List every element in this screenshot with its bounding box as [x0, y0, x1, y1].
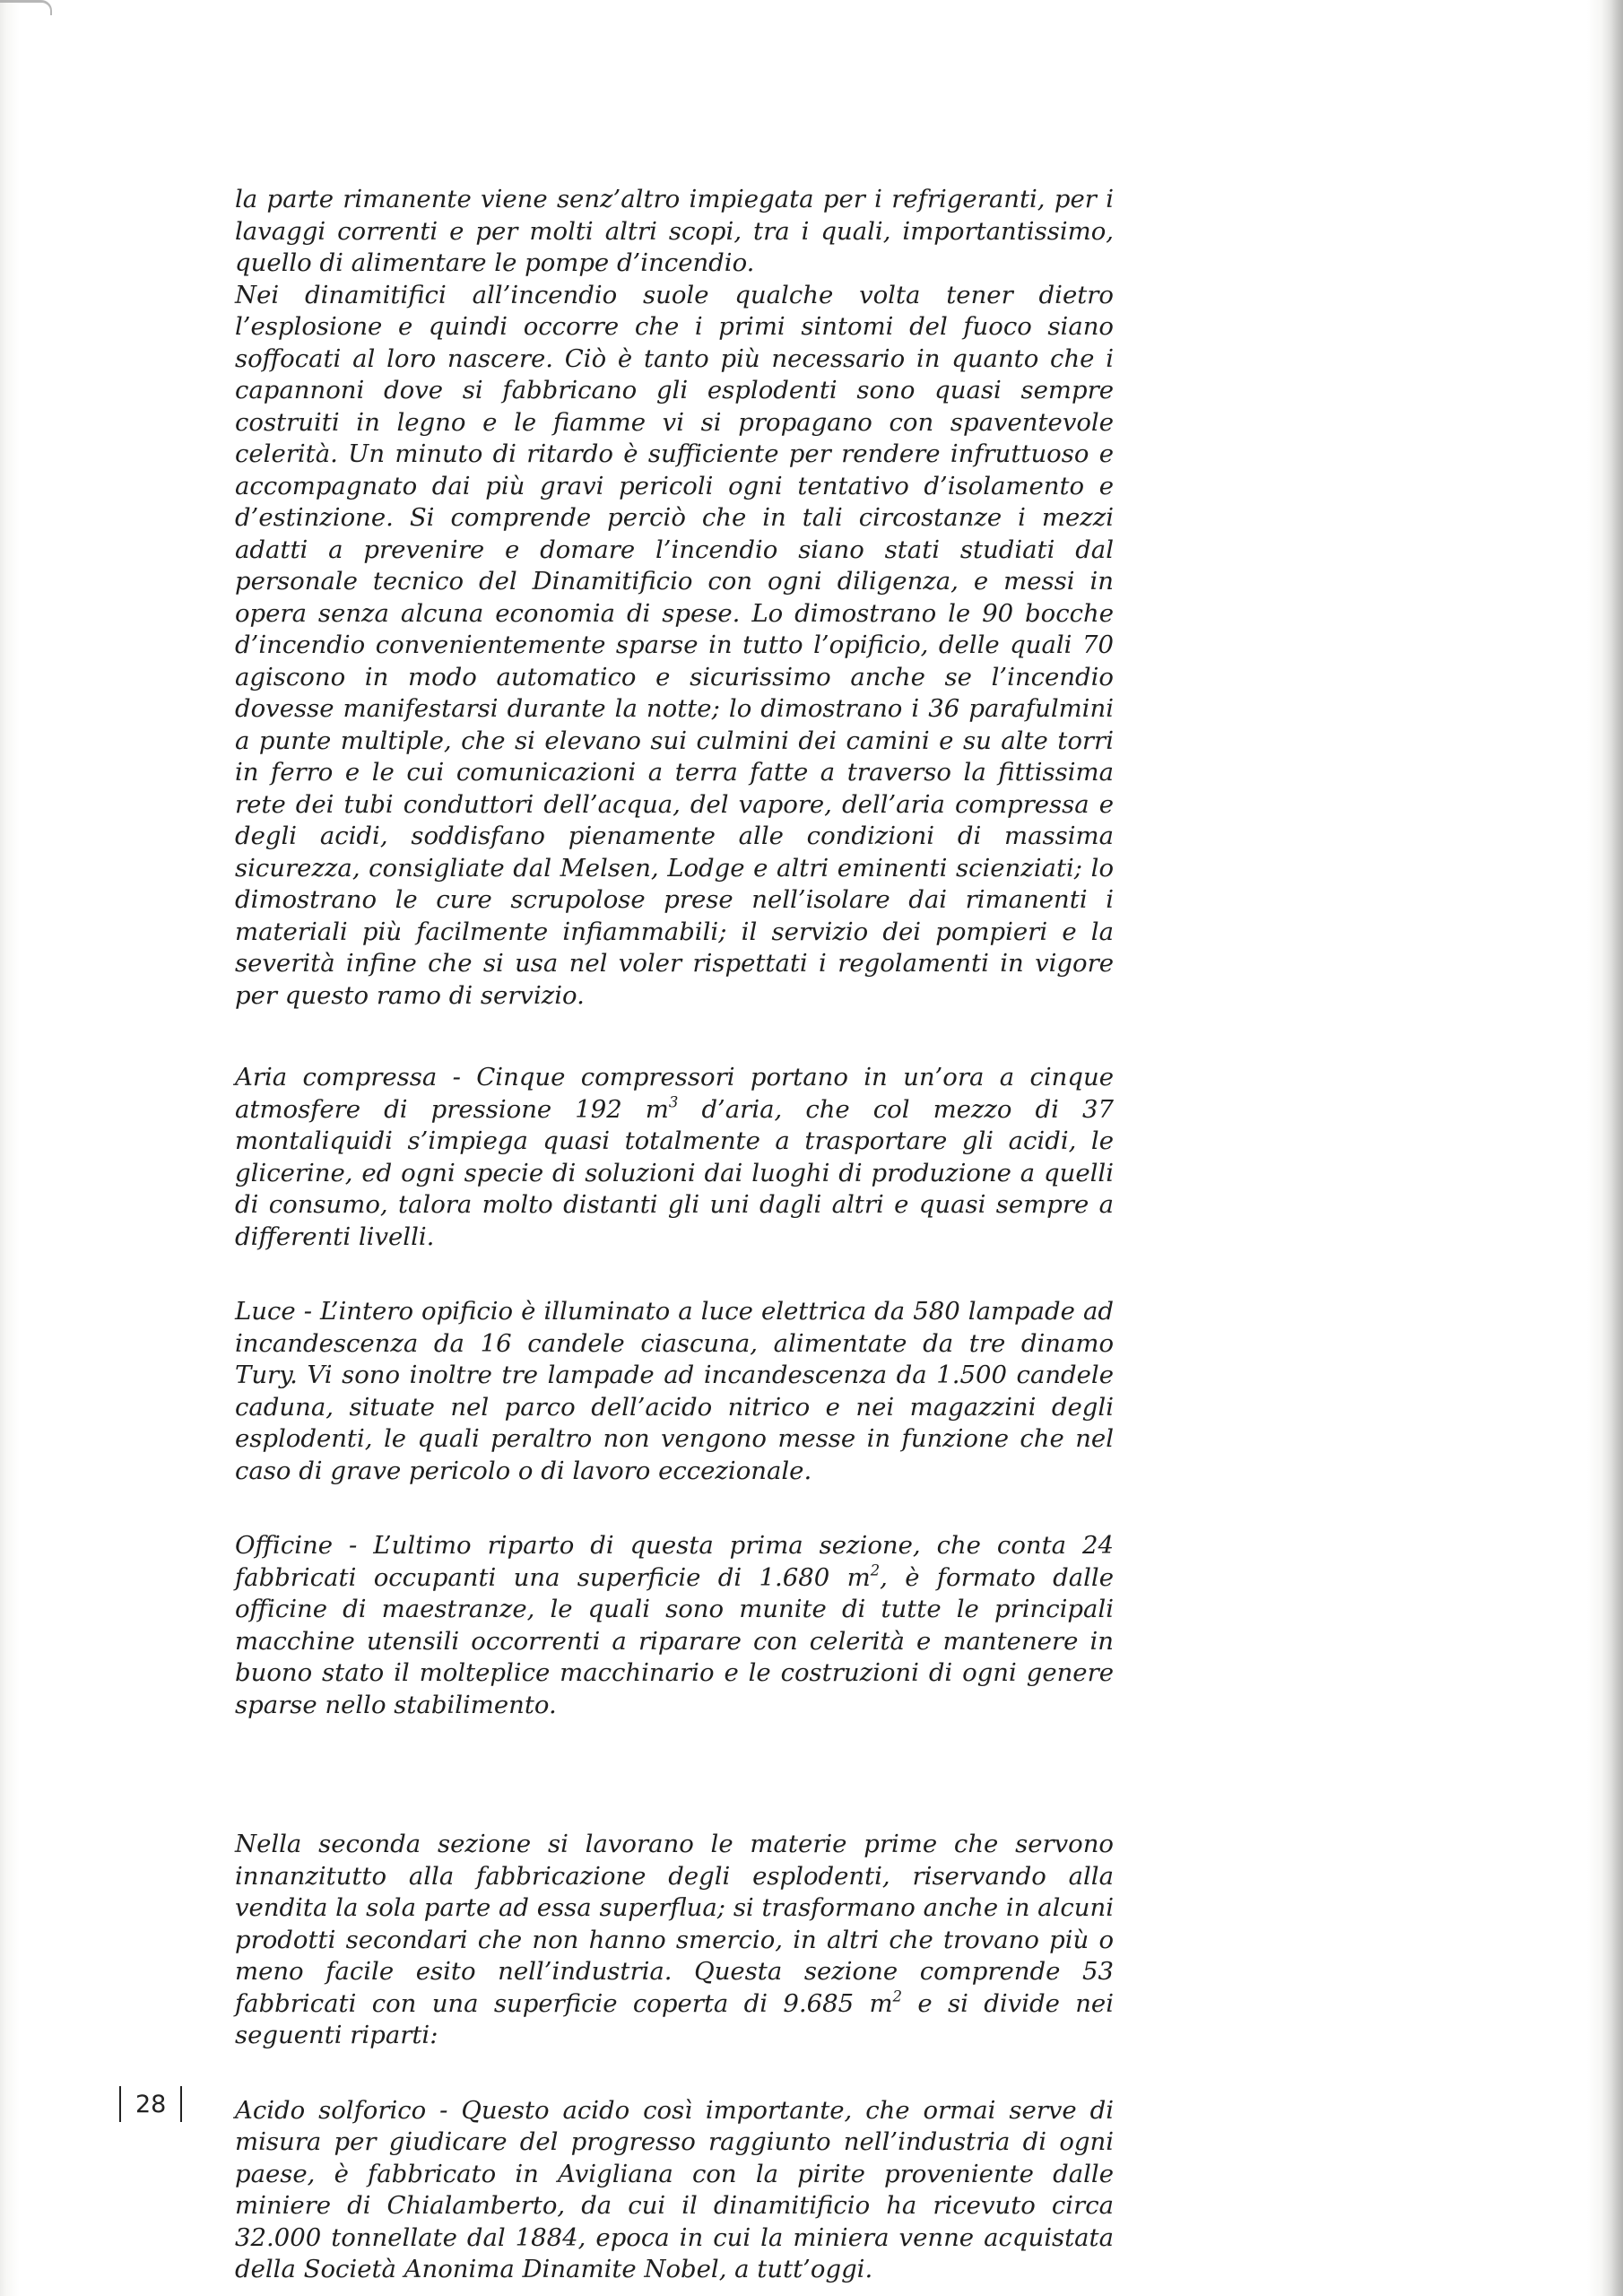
superscript-cubic: 3	[668, 1092, 679, 1110]
superscript-square-2: 2	[892, 1987, 903, 2005]
paragraph-acido-solforico: Acido solforico - Questo acido così importante, che ormai serve di misura per giudicare del progresso raggiunto nell’industria di ogni paese, è fabbricato in Avigliana con la pirite proveniente dalle miniere di Chialamberto, da cui il dinamitificio ha ricevuto circa 32.000 tonnellate dal 1884, epoca in cui la miniera venne acquistata della Società Anonima Dinamite Nobel, a tutt’oggi.	[235, 2095, 1114, 2283]
paragraph-refrigeranti: la parte rimanente viene senz’altro impiegata per i refrigeranti, per i lavaggi correnti e per molti altri scopi, tra i quali, importantissimo, quello di alimentare le pompe d’incendio.	[235, 185, 1114, 277]
aria-text-end: d’aria, che col mezzo di 37 montaliquidi s’impiega quasi totalmente a trasportare gli acidi, le glicerine, ed ogni specie di soluzioni dai luoghi di produzione a quelli di consumo, talora molto distanti gli uni dagli altri e quasi sempre a differenti livelli.	[235, 1094, 1114, 1251]
seconda-text-end: e si divide nei seguenti riparti:	[235, 1988, 1114, 2049]
body-text	[235, 184, 1114, 2286]
paragraph-seconda-sezione	[235, 1829, 1114, 2052]
officine-text-end: , è formato dalle officine di maestranze, le quali sono munite di tutte le principali macchine utensili occorrenti a riparare con celerità e mantenere in buono stato il molteplice macchinario e le costruzioni di ogni genere sparse nello stabilimento.	[235, 1562, 1114, 1719]
officine-text-start: Officine - L’ultimo riparto di questa prima sezione, che conta 24 fabbricati occupanti una superficie di 1.680 m	[235, 1531, 1114, 1592]
aria-text-start: Aria compressa - Cinque compressori portano in un’ora a cinque atmosfere di pressione 192 m	[235, 1063, 1114, 1124]
page-number-text: 28	[135, 2090, 167, 2118]
paragraph-incendio: Nei dinamitifici all’incendio suole qualche volta tener dietro l’esplosione e quindi occorre che i primi sintomi del fuoco siano soffocati al loro nascere. Ciò è tanto più necessario in quanto che i capannoni dove si fabbricano gli esplodenti sono quasi sempre costruiti in legno e le fiamme vi si propagano con spaventevole celerità. Un minuto di ritardo è sufficiente per rendere infruttuoso e accompagnato dai più gravi pericoli ogni tentativo d’isolamento e d’estinzione. Si comprende perciò che in tali circostanze i mezzi adatti a prevenire e domare l’incendio siano stati studiati dal personale tecnico del Dinamitificio con ogni diligenza, e messi in opera senza alcuna economia di spese. Lo dimostrano le 90 bocche d’incendio convenientemente sparse in tutto l’opificio, delle quali 70 agiscono in modo automatico e sicurissimo anche se l’incendio dovesse manifestarsi durante la notte; lo dimostrano i 36 parafulmini a punte multiple, che si elevano sui culmini dei camini e su alte torri in ferro e le cui comunicazioni a terra fatte a traverso la fittissima rete dei tubi conduttori dell’acqua, del vapore, dell’aria compressa e degli acidi, soddisfano pienamente alle condizioni di massima sicurezza, consigliate dal Melsen, Lodge e altri eminenti scienziati; lo dimostrano le cure scrupolose prese nell’isolare dai rimanenti i materiali più facilmente infiammabili; il servizio dei pompieri e la severità infine che si usa nel voler rispettati i regolamenti in vigore per questo ramo di servizio.	[235, 280, 1114, 1010]
corner-scan-mark	[0, 0, 52, 15]
superscript-square: 2	[870, 1561, 881, 1578]
page-number	[119, 2086, 182, 2122]
paragraph-aria-compressa	[235, 1062, 1114, 1253]
folio-rule-right	[180, 2086, 182, 2122]
paragraph-luce: Luce - L’intero opificio è illuminato a luce elettrica da 580 lampade ad incandescenza da 16 candele ciascuna, alimentate da tre dinamo Tury. Vi sono inoltre tre lampade ad incandescenza da 1.500 candele caduna, situate nel parco dell’acido nitrico e nei magazzini degli esplodenti, le quali peraltro non vengono messe in funzione che nel caso di grave pericolo o di lavoro eccezionale.	[235, 1297, 1114, 1485]
paragraph-officine	[235, 1530, 1114, 1721]
seconda-text-start: Nella seconda sezione si lavorano le materie prime che servono innanzitutto alla fabbricazione degli esplodenti, riservando alla vendita la sola parte ad essa superflua; si trasformano anche in alcuni prodotti secondari che non hanno smercio, in altri che trovano più o meno facile esito nell’industria. Questa sezione comprende 53 fabbricati con una superficie coperta di 9.685 m	[235, 1830, 1114, 2018]
